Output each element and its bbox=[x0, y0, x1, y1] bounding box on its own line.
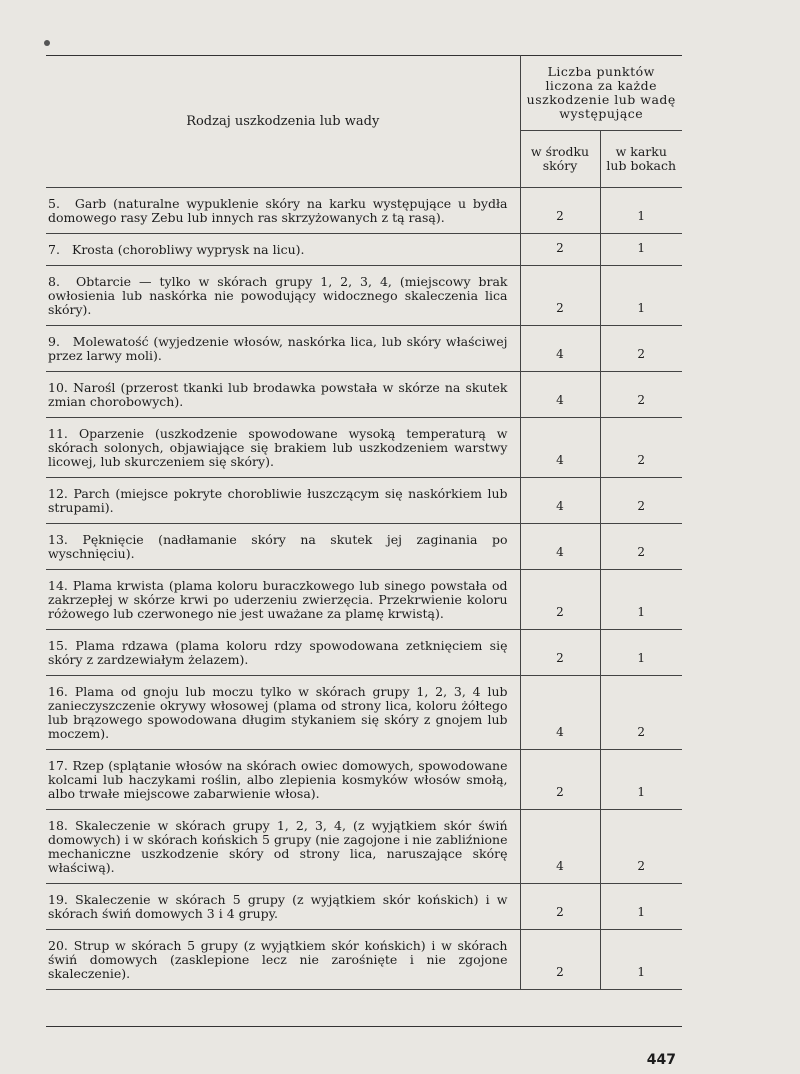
points-edge: 1 bbox=[600, 234, 682, 266]
table-row bbox=[46, 630, 682, 676]
points-edge: 1 bbox=[600, 884, 682, 930]
points-edge: 2 bbox=[600, 372, 682, 418]
points-middle: 2 bbox=[520, 234, 600, 266]
points-edge: 2 bbox=[600, 478, 682, 524]
defect-description bbox=[46, 478, 520, 524]
defect-description bbox=[46, 234, 520, 266]
header-defect-kind: Rodzaj uszkodzenia lub wady bbox=[46, 56, 520, 188]
points-edge: 2 bbox=[600, 810, 682, 884]
table-row bbox=[46, 478, 682, 524]
item-number: 7. bbox=[48, 242, 60, 257]
points-edge: 2 bbox=[600, 524, 682, 570]
points-middle: 2 bbox=[520, 930, 600, 990]
table-row bbox=[46, 326, 682, 372]
defect-description bbox=[46, 930, 520, 990]
points-edge: 1 bbox=[600, 930, 682, 990]
defect-text: Oparzenie (uszkodzenie spowodowane wysoką temperaturą w skórach solonych, objawiające się brakiem lub uszkodzeniem warstwy licowej, lub skurczeniem się skóry). bbox=[48, 426, 508, 469]
defect-text: Narośl (przerost tkanki lub brodawka powstała w skórze na skutek zmian chorobowych). bbox=[48, 380, 508, 409]
item-number: 19. bbox=[48, 892, 68, 907]
defect-text: Strup w skórach 5 grupy (z wyjątkiem skór końskich) i w skórach świń domowych (zasklepione lecz nie zarośnięte i nie zgojone skaleczenie). bbox=[48, 938, 508, 981]
points-edge: 2 bbox=[600, 326, 682, 372]
defect-text: Skaleczenie w skórach grupy 1, 2, 3, 4, (z wyjątkiem skór świń domowych) i w skórach końskich 5 grupy (nie zagojone i nie zabliźnione mechaniczne uszkodzenie skóry od strony lica, naruszające skórę właściwą). bbox=[48, 818, 508, 875]
points-middle: 2 bbox=[520, 266, 600, 326]
table-row bbox=[46, 418, 682, 478]
defect-description bbox=[46, 884, 520, 930]
points-middle: 4 bbox=[520, 418, 600, 478]
defect-description bbox=[46, 750, 520, 810]
table-row bbox=[46, 266, 682, 326]
item-number: 13. bbox=[48, 532, 68, 547]
points-middle: 4 bbox=[520, 676, 600, 750]
points-middle: 2 bbox=[520, 630, 600, 676]
defect-description bbox=[46, 188, 520, 234]
points-edge: 2 bbox=[600, 676, 682, 750]
table-row bbox=[46, 372, 682, 418]
table-row bbox=[46, 234, 682, 266]
item-number: 11. bbox=[48, 426, 68, 441]
points-middle: 2 bbox=[520, 884, 600, 930]
table-row bbox=[46, 750, 682, 810]
table-row bbox=[46, 676, 682, 750]
item-number: 12. bbox=[48, 486, 68, 501]
table-row bbox=[46, 930, 682, 990]
item-number: 17. bbox=[48, 758, 68, 773]
points-edge: 1 bbox=[600, 570, 682, 630]
points-middle: 4 bbox=[520, 478, 600, 524]
header-middle-column: w środku skóry bbox=[520, 131, 600, 188]
item-number: 9. bbox=[48, 334, 60, 349]
points-edge: 1 bbox=[600, 266, 682, 326]
header-points: Liczba punktów liczona za każde uszkodzenie lub wadę występujące bbox=[520, 56, 682, 131]
points-middle: 4 bbox=[520, 326, 600, 372]
defect-text: Rzep (splątanie włosów na skórach owiec domowych, spowodowane kolcami lub haczykami roślin, albo zlepienia kosmyków włosów smołą, albo trwałe miejscowe zabarwienie włosa). bbox=[48, 758, 508, 801]
defect-description bbox=[46, 372, 520, 418]
table-row bbox=[46, 810, 682, 884]
points-middle: 4 bbox=[520, 524, 600, 570]
points-edge: 1 bbox=[600, 750, 682, 810]
item-number: 18. bbox=[48, 818, 68, 833]
item-number: 16. bbox=[48, 684, 68, 699]
points-edge: 1 bbox=[600, 630, 682, 676]
points-edge: 1 bbox=[600, 188, 682, 234]
defect-description bbox=[46, 326, 520, 372]
item-number: 14. bbox=[48, 578, 68, 593]
defect-description bbox=[46, 524, 520, 570]
header-edge-column: w karku lub bokach bbox=[600, 131, 682, 188]
defect-description bbox=[46, 418, 520, 478]
defect-text: Pęknięcie (nadłamanie skóry na skutek jej zaginania po wyschnięciu). bbox=[48, 532, 508, 561]
defect-description bbox=[46, 266, 520, 326]
item-number: 10. bbox=[48, 380, 68, 395]
points-middle: 4 bbox=[520, 372, 600, 418]
points-middle: 4 bbox=[520, 810, 600, 884]
defect-text: Plama od gnoju lub moczu tylko w skórach grupy 1, 2, 3, 4 lub zanieczyszczenie okrywy włosowej (plama od strony lica, koloru żółtego lub brązowego spowodowana długim stykaniem się skóry z gnojem lub moczem). bbox=[48, 684, 508, 741]
defect-text: Parch (miejsce pokryte chorobliwie łuszczącym się naskórkiem lub strupami). bbox=[48, 486, 508, 515]
defect-text: Plama rdzawa (plama koloru rdzy spowodowana zetknięciem się skóry z zardzewiałym żelazem). bbox=[48, 638, 508, 667]
defect-text: Plama krwista (plama koloru buraczkowego lub sinego powstała od zakrzepłej w skórze krwi po uderzeniu zwierzęcia. Przekrwienie koloru różowego lub czerwonego nie jest uważane za plamę krwistą). bbox=[48, 578, 508, 621]
defect-text: Skaleczenie w skórach 5 grupy (z wyjątkiem skór końskich) i w skórach świń domowych 3 i 4 grupy. bbox=[48, 892, 508, 921]
defect-description bbox=[46, 630, 520, 676]
table-row bbox=[46, 884, 682, 930]
points-middle: 2 bbox=[520, 188, 600, 234]
defect-description bbox=[46, 570, 520, 630]
points-middle: 2 bbox=[520, 570, 600, 630]
defect-description bbox=[46, 676, 520, 750]
item-number: 20. bbox=[48, 938, 68, 953]
defect-text: Molewatość (wyjedzenie włosów, naskórka lica, lub skóry właściwej przez larwy moli). bbox=[48, 334, 508, 363]
table-row bbox=[46, 188, 682, 234]
page-number: 447 bbox=[646, 1052, 676, 1068]
defect-text: Obtarcie — tylko w skórach grupy 1, 2, 3, 4, (miejscowy brak owłosienia lub naskórka nie powodujący widocznego skaleczenia lica skóry). bbox=[48, 274, 508, 317]
item-number: 8. bbox=[48, 274, 60, 289]
item-number: 5. bbox=[48, 196, 60, 211]
defect-text: Krosta (chorobliwy wyprysk na licu). bbox=[71, 242, 305, 257]
item-number: 15. bbox=[48, 638, 68, 653]
bottom-rule bbox=[46, 1026, 682, 1027]
ink-dot bbox=[44, 40, 50, 46]
defect-table bbox=[46, 55, 682, 990]
table-row bbox=[46, 570, 682, 630]
table-row bbox=[46, 524, 682, 570]
points-edge: 2 bbox=[600, 418, 682, 478]
points-middle: 2 bbox=[520, 750, 600, 810]
defect-description bbox=[46, 810, 520, 884]
defect-text: Garb (naturalne wypuklenie skóry na karku występujące u bydła domowego rasy Zebu lub innych ras skrzyżowanych z tą rasą). bbox=[48, 196, 508, 225]
